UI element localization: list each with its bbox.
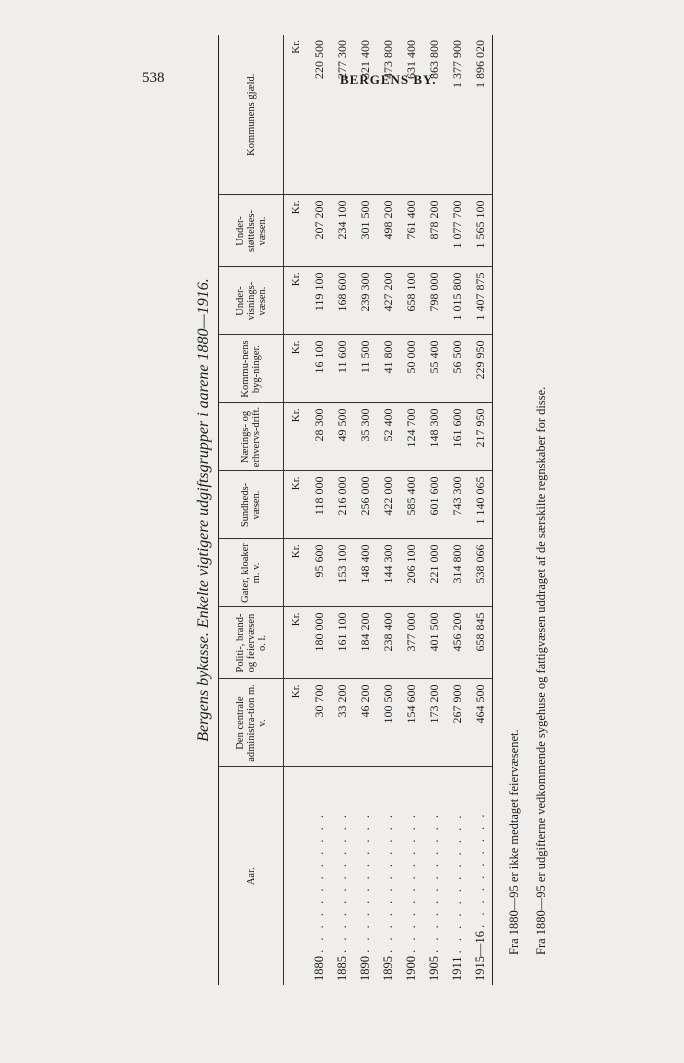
running-head: BERGENS BY. bbox=[340, 72, 437, 87]
table-cell: 456 200 bbox=[446, 607, 469, 679]
table-cell: 1 077 700 bbox=[446, 195, 469, 267]
table-cell: 743 300 bbox=[446, 471, 469, 539]
col-header-health: Sundheds-væsen. bbox=[219, 471, 284, 539]
table-cell: 148 400 bbox=[354, 539, 377, 607]
table-cell: 658 100 bbox=[400, 267, 423, 335]
table-cell: 168 600 bbox=[331, 267, 354, 335]
leader-dots: . . . . . . . . . . . . bbox=[450, 812, 464, 954]
table-cell: 1 377 900 bbox=[446, 35, 469, 195]
leader-dots: . . . . . . . . . . . . bbox=[358, 812, 372, 953]
leader-dots: . . . . . . . . . . . . bbox=[427, 812, 441, 953]
year-cell: 1880 bbox=[312, 956, 326, 981]
table-cell: 377 000 bbox=[400, 607, 423, 679]
table-cell: 321 400 bbox=[354, 35, 377, 195]
table-row bbox=[331, 35, 354, 985]
table-cell: 585 400 bbox=[400, 471, 423, 539]
footnote: Fra 1880—95 er ikke medtaget feiervæsenet. bbox=[507, 729, 521, 955]
table-cell: 314 800 bbox=[446, 539, 469, 607]
table-cell: 301 500 bbox=[354, 195, 377, 267]
table-cell: 256 000 bbox=[354, 471, 377, 539]
col-header-year: Aar. bbox=[219, 767, 284, 985]
table-cell: 148 300 bbox=[423, 403, 446, 471]
year-cell: 1915—16 bbox=[473, 931, 487, 981]
page-number: 538 bbox=[142, 70, 165, 86]
table-row bbox=[377, 35, 400, 985]
table-cell: 124 700 bbox=[400, 403, 423, 471]
table-cell: 464 500 bbox=[469, 679, 493, 767]
col-header-administration: Den centrale administra-tion m. v. bbox=[219, 679, 284, 767]
unit-cell: Kr. bbox=[284, 679, 309, 767]
table-cell: 401 500 bbox=[423, 607, 446, 679]
unit-cell: Kr. bbox=[284, 607, 309, 679]
table-cell: 1 015 800 bbox=[446, 267, 469, 335]
table-title: Bergens bykasse. Enkelte vigtigere udgiftsgrupper i aarene 1880—1916. bbox=[195, 278, 212, 742]
table-cell: 41 800 bbox=[377, 335, 400, 403]
table-cell: 153 100 bbox=[331, 539, 354, 607]
table-cell: 220 500 bbox=[308, 35, 331, 195]
table-cell: 238 400 bbox=[377, 607, 400, 679]
table-cell: 798 000 bbox=[423, 267, 446, 335]
year-cell: 1905 bbox=[427, 956, 441, 981]
col-header-buildings: Kommu-nens byg-ninger. bbox=[219, 335, 284, 403]
unit-cell: Kr. bbox=[284, 471, 309, 539]
table-cell: 180 000 bbox=[308, 607, 331, 679]
unit-cell bbox=[284, 767, 309, 985]
table-cell: 473 800 bbox=[377, 35, 400, 195]
leader-dots: . . . . . . . . . . bbox=[473, 811, 487, 928]
col-header-police-fire: Politi-, brand- og feiervæsen o. l. bbox=[219, 607, 284, 679]
table-cell: 229 950 bbox=[469, 335, 493, 403]
unit-cell: Kr. bbox=[284, 539, 309, 607]
table-cell: 206 100 bbox=[400, 539, 423, 607]
table-cell: 427 200 bbox=[377, 267, 400, 335]
table-cell: 119 100 bbox=[308, 267, 331, 335]
leader-dots: . . . . . . . . . . . . bbox=[381, 812, 395, 953]
table-cell: 95 600 bbox=[308, 539, 331, 607]
unit-cell: Kr. bbox=[284, 403, 309, 471]
table-row bbox=[354, 35, 377, 985]
table-cell: 239 300 bbox=[354, 267, 377, 335]
table-cell: 863 800 bbox=[423, 35, 446, 195]
table-cell: 878 200 bbox=[423, 195, 446, 267]
table-cell: 216 000 bbox=[331, 471, 354, 539]
col-header-welfare: Under-støttelses-væsen. bbox=[219, 195, 284, 267]
expenditure-table bbox=[218, 35, 493, 985]
table-cell: 1 140 065 bbox=[469, 471, 493, 539]
col-header-streets: Gater, kloaker m. v. bbox=[219, 539, 284, 607]
table-cell: 161 600 bbox=[446, 403, 469, 471]
year-cell: 1885 bbox=[335, 956, 349, 981]
col-header-business: Nærings- og erhvervs-drift. bbox=[219, 403, 284, 471]
unit-cell: Kr. bbox=[284, 267, 309, 335]
table-row bbox=[469, 35, 493, 985]
leader-dots: . . . . . . . . . . . . bbox=[312, 812, 326, 953]
table-cell: 161 100 bbox=[331, 607, 354, 679]
table-cell: 52 400 bbox=[377, 403, 400, 471]
table-cell: 221 000 bbox=[423, 539, 446, 607]
table-row bbox=[308, 35, 331, 985]
year-cell: 1895 bbox=[381, 956, 395, 981]
table-cell: 49 500 bbox=[331, 403, 354, 471]
col-header-debt: Kommunens gjæld. bbox=[219, 35, 284, 195]
table-cell: 761 400 bbox=[400, 195, 423, 267]
footnotes bbox=[501, 35, 555, 985]
table-cell: 184 200 bbox=[354, 607, 377, 679]
table-cell: 11 500 bbox=[354, 335, 377, 403]
table-cell: 601 600 bbox=[423, 471, 446, 539]
table-cell: 422 000 bbox=[377, 471, 400, 539]
table-cell: 55 400 bbox=[423, 335, 446, 403]
table-cell: 498 200 bbox=[377, 195, 400, 267]
table-cell: 217 950 bbox=[469, 403, 493, 471]
rotated-table-block bbox=[190, 35, 590, 985]
footnote: Fra 1880—95 er udgifterne vedkommende sygehuse og fattigvæsen uddraget af de særskilte regnskaber for disse. bbox=[534, 386, 548, 955]
unit-cell: Kr. bbox=[284, 335, 309, 403]
table-row bbox=[423, 35, 446, 985]
table-cell: 173 200 bbox=[423, 679, 446, 767]
year-cell: 1911 bbox=[450, 956, 464, 981]
table-cell: 154 600 bbox=[400, 679, 423, 767]
leader-dots: . . . . . . . . . . . . bbox=[404, 812, 418, 953]
table-cell: 538 066 bbox=[469, 539, 493, 607]
table-row bbox=[400, 35, 423, 985]
table-cell: 100 500 bbox=[377, 679, 400, 767]
leader-dots: . . . . . . . . . . . . bbox=[335, 812, 349, 953]
table-cell: 1 565 100 bbox=[469, 195, 493, 267]
table-cell: 56 500 bbox=[446, 335, 469, 403]
table-cell: 46 200 bbox=[354, 679, 377, 767]
header-row bbox=[219, 35, 284, 985]
year-cell: 1890 bbox=[358, 956, 372, 981]
table-cell: 1 407 875 bbox=[469, 267, 493, 335]
table-cell: 631 400 bbox=[400, 35, 423, 195]
table-cell: 1 896 020 bbox=[469, 35, 493, 195]
table-cell: 11 600 bbox=[331, 335, 354, 403]
table-cell: 50 000 bbox=[400, 335, 423, 403]
table-cell: 28 300 bbox=[308, 403, 331, 471]
table-cell: 118 000 bbox=[308, 471, 331, 539]
table-cell: 16 100 bbox=[308, 335, 331, 403]
units-row bbox=[284, 35, 309, 985]
year-cell: 1900 bbox=[404, 956, 418, 981]
table-cell: 33 200 bbox=[331, 679, 354, 767]
unit-cell: Kr. bbox=[284, 35, 309, 195]
table-cell: 35 300 bbox=[354, 403, 377, 471]
table-cell: 207 200 bbox=[308, 195, 331, 267]
table-cell: 30 700 bbox=[308, 679, 331, 767]
table-row bbox=[446, 35, 469, 985]
col-header-education: Under-visnings-væsen. bbox=[219, 267, 284, 335]
table-cell: 144 300 bbox=[377, 539, 400, 607]
table-cell: 267 900 bbox=[446, 679, 469, 767]
table-cell: 277 300 bbox=[331, 35, 354, 195]
table-cell: 658 845 bbox=[469, 607, 493, 679]
table-cell: 234 100 bbox=[331, 195, 354, 267]
unit-cell: Kr. bbox=[284, 195, 309, 267]
